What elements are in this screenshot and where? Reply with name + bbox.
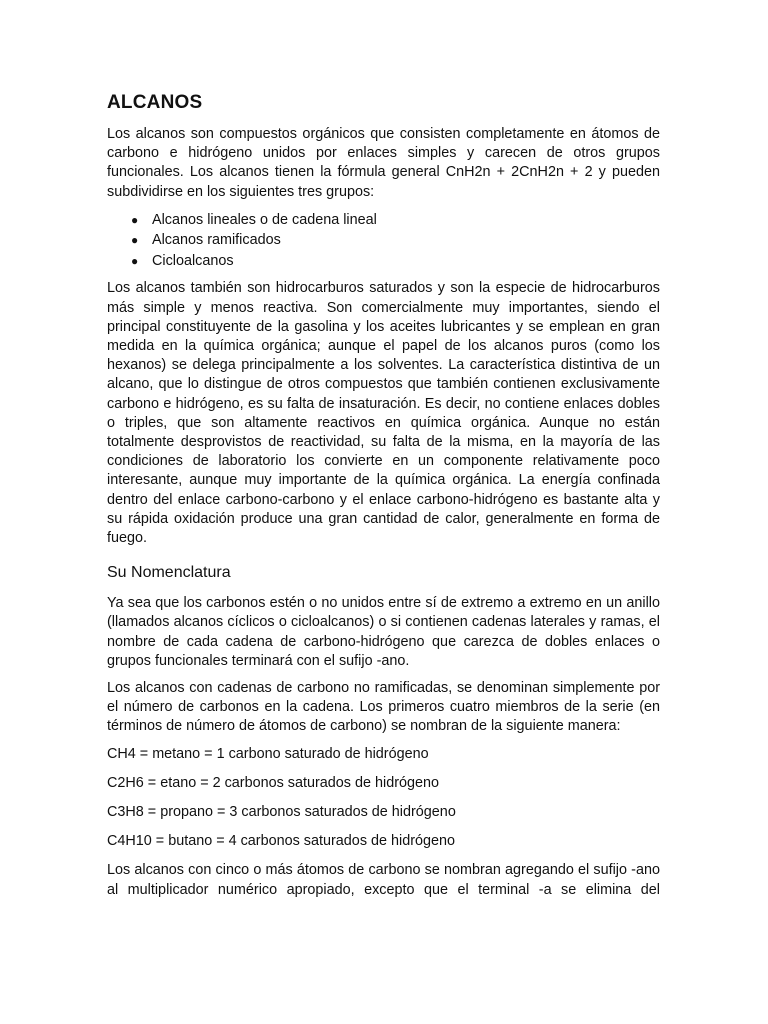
properties-paragraph: Los alcanos también son hidrocarburos saturados y son la especie de hidrocarburos más simple y menos reactiva. Son comercialmente muy importantes, siendo el principal constituyente de la gasolina y los aceites lubricantes y se emplean en gran medida en la química orgánica; aunque el papel de los alcanos puros (como los hexanos) se delega principalmente a los solventes. La característica distintiva de un alcano, que lo distingue de otros compuestos que también contienen exclusivamente carbono e hidrógeno, es su falta de insaturación. Es decir, no contiene enlaces dobles o triples, que son altamente reactivos en química orgánica. Aunque no están totalmente desprovistos de reactividad, su falta de la misma, en la mayoría de las condiciones de laboratorio los convierte en un componente relativamente poco interesante, aunque muy importante de la química orgánica. La energía confinada dentro del enlace carbono-carbono y el enlace carbono-hidrógeno es bastante alta y su rápida oxidación produce una gran cantidad de calor, generalmente en forma de fuego. — [107, 280, 660, 546]
series-item-ethane: C2H6 = etano = 2 carbonos saturados de hidrógeno — [107, 774, 440, 791]
nomenclature-paragraph-1: Ya sea que los carbonos estén o no unidos entre sí de extremo a extremo en un anillo (llamados alcanos cíclicos o cicloalcanos) o si contienen cadenas laterales y ramas, el nombre de cada cadena de carbono-hidrógeno que carezca de dobles enlaces o grupos funcionales terminará con el sufijo -ano. — [107, 595, 660, 669]
list-item: ● Alcanos ramificados — [152, 230, 660, 251]
bullet-icon: ● — [131, 233, 139, 248]
series-item-butane: C4H10 = butano = 4 carbonos saturados de hidrógeno — [107, 833, 456, 850]
bullet-icon: ● — [131, 212, 139, 227]
section-heading-nomenclature: Su Nomenclatura — [107, 564, 231, 582]
bullet-icon: ● — [131, 253, 139, 268]
list-item: ● Alcanos lineales o de cadena lineal — [152, 210, 660, 231]
list-item: ● Cicloalcanos — [152, 251, 660, 272]
alkane-groups-list — [107, 210, 660, 272]
page-title: ALCANOS — [107, 92, 203, 113]
series-item-propane: C3H8 = propano = 3 carbonos saturados de hidrógeno — [107, 803, 456, 820]
series-item-methane: CH4 = metano = 1 carbono saturado de hidrógeno — [107, 745, 429, 762]
nomenclature-paragraph-2: Los alcanos con cadenas de carbono no ramificadas, se denominan simplemente por el número de carbonos en la cadena. Los primeros cuatro miembros de la serie (en términos de número de átomos de carbono) se nombran de la siguiente manera: — [107, 679, 660, 735]
closing-paragraph: Los alcanos con cinco o más átomos de carbono se nombran agregando el sufijo -ano al multiplicador numérico apropiado, excepto que el terminal -a se elimina del — [107, 862, 660, 898]
closing-wrapper — [107, 861, 660, 899]
document-page — [107, 90, 660, 908]
intro-paragraph: Los alcanos son compuestos orgánicos que consisten completamente en átomos de carbono e hidrógeno unidos por enlaces simples y carecen de otros grupos funcionales. Los alcanos tienen la fórmula general CnH2n + 2CnH2n + 2 y pueden subdividirse en los siguientes tres grupos: — [107, 126, 660, 200]
